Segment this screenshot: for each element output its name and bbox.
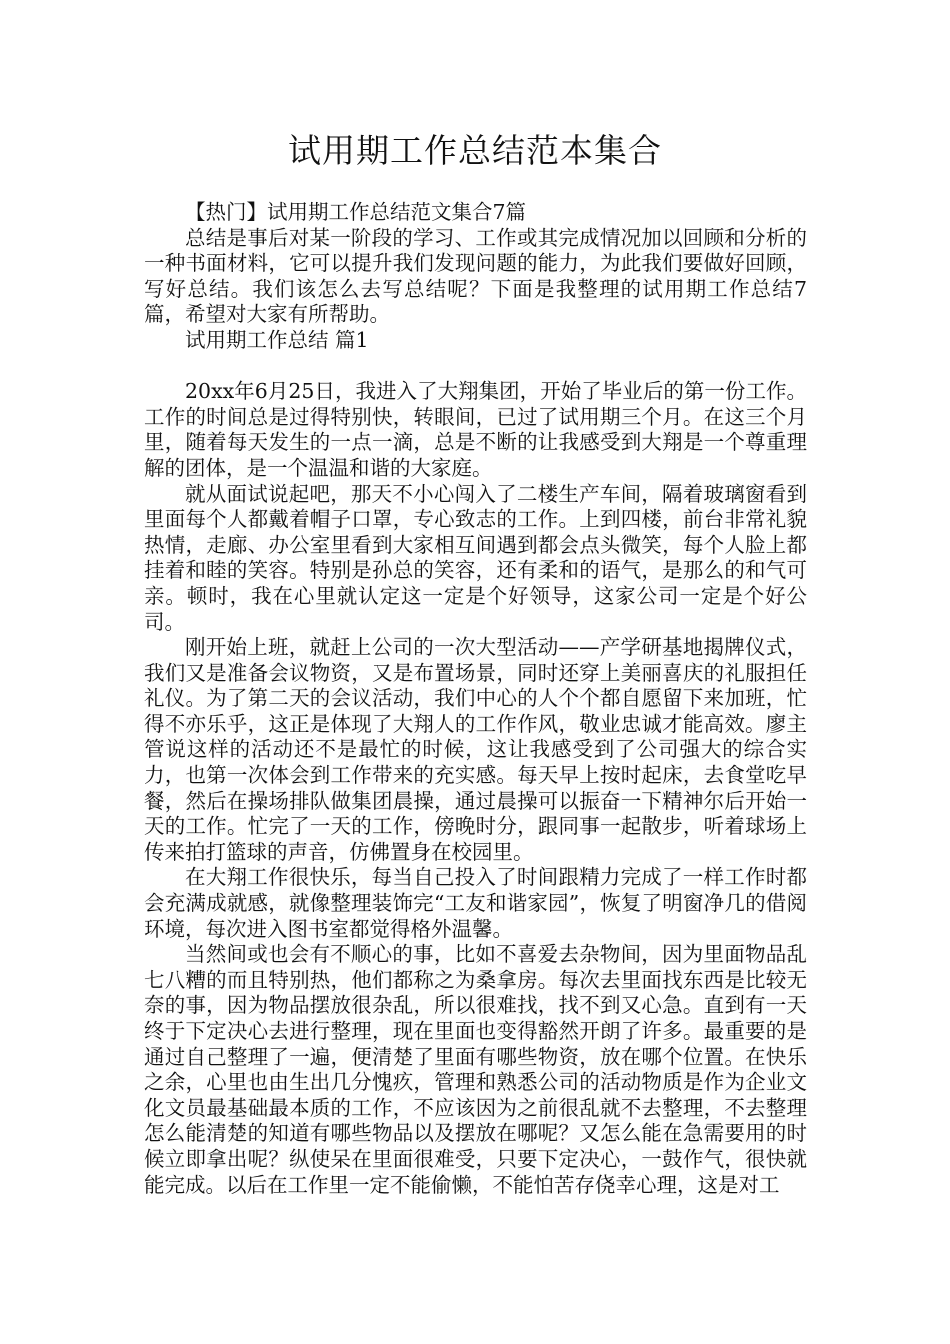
section-heading: 试用期工作总结 篇1 (185, 327, 369, 352)
body-paragraph: 20xx年6月25日，我进入了大翔集团，开始了毕业后的第一份工作。工作的时间总是过得特别快，转眼间，已过了试用期三个月。在这三个月里，随着每天发生的一点一滴，总是不断的让我感受到大翔是一个尊重理解的团体，是一个温温和谐的大家庭。 (144, 379, 807, 480)
intro-line: 【热门】试用期工作总结范文集合7篇 (185, 200, 527, 224)
body-paragraph: 当然间或也会有不顺心的事，比如不喜爱去杂物间，因为里面物品乱七八糟的而且特别热，他们都称之为桑拿房。每次去里面找东西是比较无奈的事，因为物品摆放很杂乱，所以很难找，找不到又心急。直到有一天终于下定决心去进行整理，现在里面也变得豁然开朗了许多。最重要的是通过自己整理了一遍，便清楚了里面有哪些物资，放在哪个位置。在快乐之余，心里也由生出几分愧疚，管理和熟悉公司的活动物质是作为企业文化文员最基础最本质的工作，不应该因为之前很乱就不去整理，不去整理怎么能清楚的知道有哪些物品以及摆放在哪呢？又怎么能在急需要用的时候立即拿出呢？纵使呆在里面很难受，只要下定决心，一鼓作气，很快就能完成。以后在工作里一定不能偷懒，不能怕苦存侥幸心理，这是对工 (144, 942, 807, 1197)
blank-line (144, 354, 807, 380)
body-paragraph: 在大翔工作很快乐，每当自己投入了时间跟精力完成了一样工作时都会充满成就感，就像整理装饰完“工友和谐家园”，恢复了明窗净几的借阅环境，每次进入图书室都觉得格外温馨。 (144, 865, 807, 941)
document-body (144, 200, 807, 1198)
body-paragraph: 就从面试说起吧，那天不小心闯入了二楼生产车间，隔着玻璃窗看到里面每个人都戴着帽子口罩，专心致志的工作。上到四楼，前台非常礼貌热情，走廊、办公室里看到大家相互间遇到都会点头微笑，每个人脸上都挂着和睦的笑容。特别是孙总的笑容，还有柔和的语气，是那么的和气可亲。顿时，我在心里就认定这一定是个好领导，这家公司一定是个好公司。 (144, 481, 807, 634)
document-title: 试用期工作总结范本集合 (288, 131, 662, 170)
summary-paragraph: 总结是事后对某一阶段的学习、工作或其完成情况加以回顾和分析的一种书面材料，它可以提升我们发现问题的能力，为此我们要做好回顾，写好总结。我们该怎么去写总结呢？下面是我整理的试用期工作总结7篇，希望对大家有所帮助。 (144, 225, 807, 327)
body-paragraph: 刚开始上班，就赶上公司的一次大型活动——产学研基地揭牌仪式，我们又是准备会议物资，又是布置场景，同时还穿上美丽喜庆的礼服担任礼仪。为了第二天的会议活动，我们中心的人个个都自愿留下来加班，忙得不亦乐乎，这正是体现了大翔人的工作作风，敬业忠诚才能高效。廖主管说这样的活动还不是最忙的时候，这让我感受到了公司强大的综合实力，也第一次体会到工作带来的充实感。每天早上按时起床，去食堂吃早餐，然后在操场排队做集团晨操，通过晨操可以振奋一下精神尔后开始一天的工作。忙完了一天的工作，傍晚时分，跟同事一起散步，听着球场上传来拍打篮球的声音，仿佛置身在校园里。 (144, 635, 807, 864)
